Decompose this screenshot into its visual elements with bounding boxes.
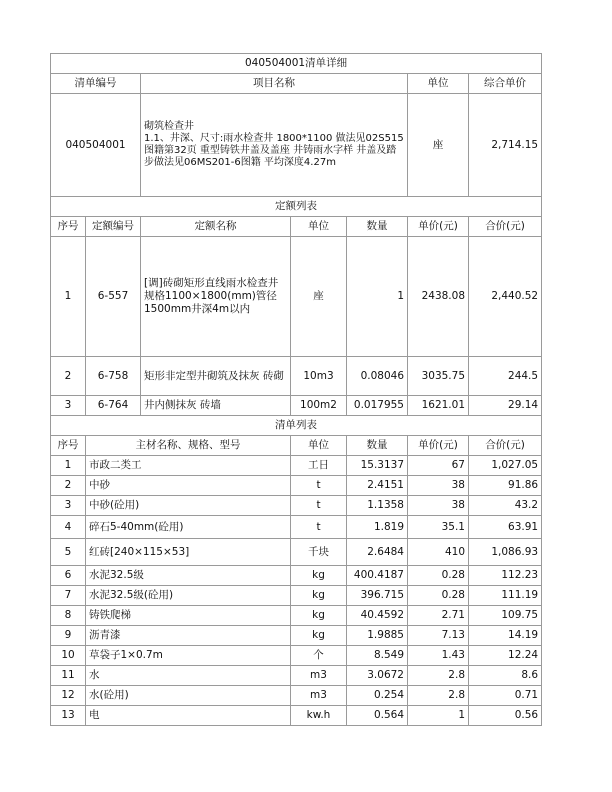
material-unit: kg (291, 606, 347, 626)
quota-price: 3035.75 (408, 357, 469, 396)
quota-qty: 0.017955 (347, 396, 408, 416)
item-unit: 座 (408, 94, 469, 197)
quota-no: 3 (51, 396, 86, 416)
quota-unit: 座 (291, 237, 347, 357)
material-total: 43.2 (469, 496, 542, 516)
material-no: 4 (51, 516, 86, 539)
quota-unit: 10m3 (291, 357, 347, 396)
material-row (51, 586, 542, 606)
material-price: 2.8 (408, 686, 469, 706)
quota-header-row (51, 217, 542, 237)
material-qty: 3.0672 (347, 666, 408, 686)
materials-header-no: 序号 (51, 436, 86, 456)
materials-header-price: 单价(元) (408, 436, 469, 456)
material-name: 水泥32.5级(砼用) (86, 586, 291, 606)
materials-header-qty: 数量 (347, 436, 408, 456)
material-name: 铸铁爬梯 (86, 606, 291, 626)
material-qty: 2.4151 (347, 476, 408, 496)
material-no: 5 (51, 539, 86, 566)
material-row (51, 566, 542, 586)
material-total: 91.86 (469, 476, 542, 496)
material-price: 35.1 (408, 516, 469, 539)
material-unit: kg (291, 586, 347, 606)
material-total: 0.56 (469, 706, 542, 726)
material-qty: 1.9885 (347, 626, 408, 646)
material-total: 112.23 (469, 566, 542, 586)
material-price: 7.13 (408, 626, 469, 646)
material-row (51, 606, 542, 626)
item-row (51, 94, 542, 197)
quota-total: 29.14 (469, 396, 542, 416)
material-row (51, 456, 542, 476)
quota-section-title: 定额列表 (51, 197, 542, 217)
material-qty: 0.564 (347, 706, 408, 726)
materials-header-total: 合价(元) (469, 436, 542, 456)
quota-unit: 100m2 (291, 396, 347, 416)
quota-header-code: 定额编号 (86, 217, 141, 237)
material-price: 0.28 (408, 566, 469, 586)
material-qty: 396.715 (347, 586, 408, 606)
material-row (51, 626, 542, 646)
material-total: 1,027.05 (469, 456, 542, 476)
item-code: 040504001 (51, 94, 141, 197)
material-no: 8 (51, 606, 86, 626)
materials-header-name: 主材名称、规格、型号 (86, 436, 291, 456)
materials-header-unit: 单位 (291, 436, 347, 456)
material-no: 2 (51, 476, 86, 496)
material-no: 11 (51, 666, 86, 686)
material-row (51, 539, 542, 566)
material-qty: 15.3137 (347, 456, 408, 476)
quota-total: 2,440.52 (469, 237, 542, 357)
material-unit: m3 (291, 686, 347, 706)
table-title: 040504001清单详细 (51, 54, 542, 74)
quota-header-qty: 数量 (347, 217, 408, 237)
material-qty: 8.549 (347, 646, 408, 666)
material-no: 1 (51, 456, 86, 476)
bill-detail-table (50, 53, 542, 726)
material-unit: 工日 (291, 456, 347, 476)
material-name: 草袋子1×0.7m (86, 646, 291, 666)
price-header: 综合单价 (469, 74, 542, 94)
quota-name: 矩形非定型井砌筑及抹灰 砖砌 (141, 357, 291, 396)
material-row (51, 516, 542, 539)
material-unit: m3 (291, 666, 347, 686)
material-name: 电 (86, 706, 291, 726)
name-header: 项目名称 (141, 74, 408, 94)
material-name: 市政二类工 (86, 456, 291, 476)
material-name: 沥青漆 (86, 626, 291, 646)
material-qty: 2.6484 (347, 539, 408, 566)
material-total: 0.71 (469, 686, 542, 706)
material-unit: t (291, 496, 347, 516)
material-unit: kw.h (291, 706, 347, 726)
material-name: 水 (86, 666, 291, 686)
quota-code: 6-557 (86, 237, 141, 357)
quota-header-unit: 单位 (291, 217, 347, 237)
materials-section-title: 清单列表 (51, 416, 542, 436)
material-qty: 1.1358 (347, 496, 408, 516)
quota-price: 1621.01 (408, 396, 469, 416)
quota-code: 6-758 (86, 357, 141, 396)
quota-header-price: 单价(元) (408, 217, 469, 237)
material-row (51, 706, 542, 726)
quota-code: 6-764 (86, 396, 141, 416)
code-header: 清单编号 (51, 74, 141, 94)
quota-row (51, 357, 542, 396)
material-no: 6 (51, 566, 86, 586)
material-price: 1 (408, 706, 469, 726)
material-total: 12.24 (469, 646, 542, 666)
material-name: 红砖[240×115×53] (86, 539, 291, 566)
quota-header-total: 合价(元) (469, 217, 542, 237)
material-name: 中砂 (86, 476, 291, 496)
material-unit: 个 (291, 646, 347, 666)
material-price: 38 (408, 476, 469, 496)
materials-list (51, 456, 542, 726)
material-no: 12 (51, 686, 86, 706)
material-price: 2.8 (408, 666, 469, 686)
material-row (51, 686, 542, 706)
quota-no: 1 (51, 237, 86, 357)
material-row (51, 646, 542, 666)
material-price: 2.71 (408, 606, 469, 626)
material-name: 碎石5-40mm(砼用) (86, 516, 291, 539)
material-price: 410 (408, 539, 469, 566)
item-price: 2,714.15 (469, 94, 542, 197)
quota-name: 井内侧抹灰 砖墙 (141, 396, 291, 416)
material-qty: 0.254 (347, 686, 408, 706)
material-price: 1.43 (408, 646, 469, 666)
material-unit: t (291, 476, 347, 496)
material-qty: 40.4592 (347, 606, 408, 626)
quota-header-no: 序号 (51, 217, 86, 237)
material-name: 水泥32.5级 (86, 566, 291, 586)
material-row (51, 666, 542, 686)
quota-qty: 0.08046 (347, 357, 408, 396)
item-name: 砌筑检查井 1.1、井深、尺寸:雨水检查井 1800*1100 做法见02S515图籍第32页 重型铸铁井盖及盖座 井铸雨水字样 井盖及踏步做法见06MS201-6图籍 平均深度4.27m (141, 94, 408, 197)
material-no: 10 (51, 646, 86, 666)
material-total: 14.19 (469, 626, 542, 646)
material-no: 3 (51, 496, 86, 516)
material-unit: kg (291, 566, 347, 586)
material-unit: kg (291, 626, 347, 646)
material-row (51, 476, 542, 496)
quota-name: [调]砖砌矩形直线雨水检查井规格1100×1800(mm)管径1500mm井深4m以内 (141, 237, 291, 357)
unit-header: 单位 (408, 74, 469, 94)
material-price: 38 (408, 496, 469, 516)
material-no: 7 (51, 586, 86, 606)
quota-header-name: 定额名称 (141, 217, 291, 237)
quota-qty: 1 (347, 237, 408, 357)
material-total: 8.6 (469, 666, 542, 686)
material-name: 中砂(砼用) (86, 496, 291, 516)
material-price: 0.28 (408, 586, 469, 606)
quota-no: 2 (51, 357, 86, 396)
quota-total: 244.5 (469, 357, 542, 396)
material-total: 111.19 (469, 586, 542, 606)
material-qty: 1.819 (347, 516, 408, 539)
material-total: 1,086.93 (469, 539, 542, 566)
material-total: 109.75 (469, 606, 542, 626)
material-no: 13 (51, 706, 86, 726)
material-row (51, 496, 542, 516)
material-price: 67 (408, 456, 469, 476)
material-unit: 千块 (291, 539, 347, 566)
quota-price: 2438.08 (408, 237, 469, 357)
material-no: 9 (51, 626, 86, 646)
quota-row (51, 396, 542, 416)
material-qty: 400.4187 (347, 566, 408, 586)
item-header-row (51, 74, 542, 94)
material-unit: t (291, 516, 347, 539)
quota-row (51, 237, 542, 357)
material-name: 水(砼用) (86, 686, 291, 706)
materials-header-row (51, 436, 542, 456)
material-total: 63.91 (469, 516, 542, 539)
